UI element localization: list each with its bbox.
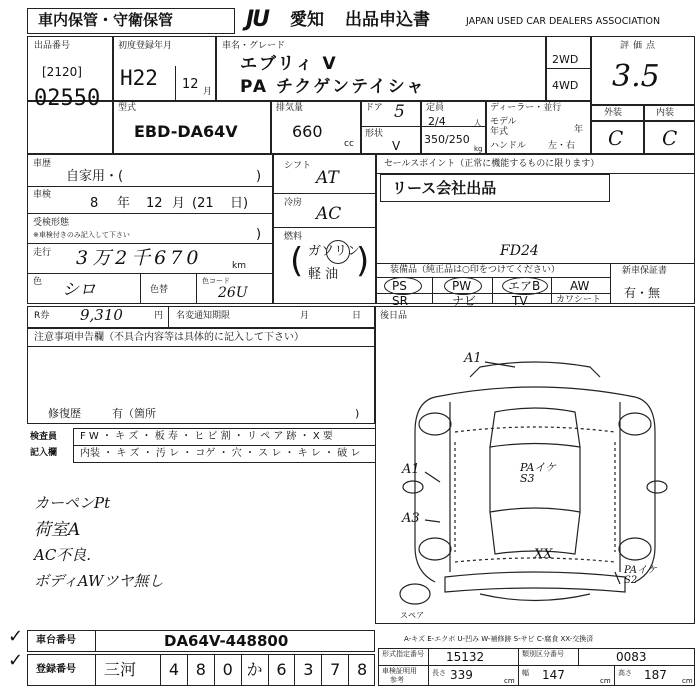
recycle-value: 9,310 [80, 306, 123, 324]
note-line-3: AC不良. [34, 546, 92, 564]
repair-label: 修復歴 [48, 407, 81, 420]
load-unit: kg [474, 145, 483, 153]
repair-value: 有（箇所 [112, 407, 156, 420]
rating-label: 評価点 [620, 41, 660, 51]
reg-digit: 7 [321, 654, 348, 686]
drive-4wd: 4WD [552, 79, 579, 92]
damage-mark-a1-top: A1 [464, 351, 482, 366]
damage-mark-panel-s2: PAイケ S2 [624, 565, 657, 586]
color-change-label: 色替 [150, 285, 169, 295]
damage-mark-xx: XX [534, 547, 553, 562]
registration-label: 登録番号 [36, 664, 76, 675]
inspection-month: 12 [146, 196, 163, 211]
spec-form-value: 15132 [446, 650, 485, 664]
handle-options: 左・右 [548, 141, 576, 151]
shape-value: V [392, 139, 401, 153]
equipment-navi: ナビ [452, 294, 477, 308]
spec-len-value: 339 [450, 668, 473, 682]
damage-mark-a1-side: A1 [402, 462, 420, 477]
chassis-label: 車台番号 [36, 635, 76, 646]
displacement-value: 660 [292, 122, 323, 141]
rating-ext-value: C [608, 126, 624, 150]
reg-digit: 8 [348, 654, 375, 686]
ju-logo: JU [246, 7, 269, 32]
new-warranty-value: 有・無 [624, 286, 661, 300]
history-label: 車歴 [33, 159, 52, 169]
shift-value: AT [316, 168, 339, 188]
load-value: 350/250 [424, 133, 470, 146]
dealer-label: ディーラー・並行 [490, 103, 562, 113]
chassis-check: ✓ [8, 626, 24, 647]
registration-check: ✓ [8, 650, 24, 671]
inspector-row-exterior: F W ・ キ ズ ・ 板 寿 ・ ヒ ビ 割 ・ リ ペ ア 跡 ・ X 要 [80, 431, 333, 442]
equipment-memo: FD24 [500, 243, 539, 259]
equipment-label: 装備品（純正品は○印をつけてください） [390, 265, 560, 275]
inspection-day-unit: 日) [230, 196, 249, 211]
warranty-note: ※車検付きのみ記入して下さい [33, 231, 130, 239]
color-code-label: 色コード [202, 277, 230, 285]
model-code-value: EBD-DA64V [134, 122, 238, 141]
model-name: エブリィ V [240, 54, 338, 74]
inspector-label: 検査員 [30, 432, 58, 442]
damage-mark-a3: A3 [402, 511, 420, 526]
inspection-year-unit: 年 [117, 196, 131, 211]
dealer-year-label: 年式 [490, 127, 509, 137]
color-code-value: 26U [218, 285, 248, 301]
fuel-diesel: 軽 油 [308, 267, 339, 282]
reg-digit: 3 [294, 654, 321, 686]
first-reg-year: H22 [120, 66, 158, 90]
capacity-unit: 人 [474, 119, 481, 127]
equipment-aw: AW [570, 279, 590, 293]
drive-2wd: 2WD [552, 53, 579, 66]
spec-hgt-unit: cm [682, 677, 693, 685]
registration-digits [160, 654, 375, 686]
reg-digit: か [241, 654, 268, 686]
selling-text: リース会社出品 [392, 179, 497, 197]
spec-class-value: 0083 [616, 650, 647, 664]
spare-label: スペア [400, 611, 424, 620]
equipment-pw: PW [452, 279, 472, 293]
recycle-unit: 円 [154, 311, 164, 321]
note-line-2: 荷室A [34, 520, 81, 540]
new-warranty-label: 新車保証書 [622, 266, 668, 276]
spec-len-label: 長さ [432, 669, 446, 677]
equipment-sr: SR [392, 294, 408, 308]
equipment-leather: カワシート [556, 295, 602, 305]
spec-form-label: 形式指定番号 [382, 650, 424, 658]
fuel-label: 燃料 [284, 232, 303, 242]
inspection-month-unit: 月 [172, 196, 186, 211]
model-code-label: 型式 [118, 103, 137, 113]
history-value: 自家用・( [66, 169, 124, 184]
shape-label: 形状 [365, 129, 384, 139]
association-name: JAPAN USED CAR DEALERS ASSOCIATION [466, 16, 661, 27]
spec-hgt-label: 高さ [618, 669, 632, 677]
form-title: 出品申込書 [345, 10, 430, 30]
note-line-4: ボディAWツヤ無し [34, 572, 164, 590]
damage-legend: A-キズ E-エクボ U-凹み W-補修跡 S-サビ C-腐食 XX-交換済 [404, 635, 594, 643]
model-grade-label: 車名・グレード [222, 41, 286, 51]
inspection-label: 車検 [33, 190, 52, 200]
fuel-circle-mark [326, 240, 350, 264]
first-reg-month: 12 [182, 77, 199, 92]
displacement-unit: cc [344, 139, 354, 149]
inspector-row-interior: 内装 ・ キ ズ ・ 汚 レ ・ コゲ ・ 穴 ・ ス レ ・ キ レ ・ 破 レ [80, 448, 361, 459]
rating-value: 3.5 [612, 59, 660, 94]
color-value: シロ [62, 280, 96, 300]
repair-close: ) [355, 407, 360, 420]
ps-circle-mark [384, 277, 422, 295]
spec-cert-label: 車検証明用 [382, 667, 417, 675]
lot-sub: [2120] [42, 65, 82, 79]
fuel-gasoline: ガソリン [308, 244, 361, 259]
warranty-close: ) [256, 227, 262, 242]
handle-label: ハンドル [490, 141, 527, 151]
mileage-value: 3万2千670 [76, 247, 203, 269]
dealer-year-unit: 年 [574, 125, 584, 135]
fuel-bracket-left: ( [290, 241, 304, 281]
rating-int-label: 内装 [656, 108, 675, 118]
spec-class-label: 類別区分番号 [522, 650, 564, 658]
equipment-tv: TV [512, 294, 528, 308]
doors-label: ドア [365, 103, 383, 113]
recycle-label: R券 [34, 311, 50, 321]
lot-label: 出品番号 [34, 41, 71, 51]
selling-label: セールスポイント（正常に機能するものに限ります） [384, 159, 600, 169]
pw-circle-mark [444, 277, 482, 295]
mileage-label: 走行 [33, 248, 52, 258]
spec-len-unit: cm [504, 677, 515, 685]
model-grade: PA チクゲンテイシャ [240, 77, 426, 97]
first-reg-month-unit: 月 [203, 87, 213, 97]
storage-title: 車内保管・守衛保管 [38, 11, 174, 29]
fuel-bracket-right: ) [356, 241, 370, 281]
registration-area: 三河 [104, 660, 137, 679]
spec-wid-label: 幅 [522, 669, 529, 677]
first-reg-label: 初度登録年月 [118, 41, 173, 51]
notice-label: 名変通知期限 [176, 311, 231, 321]
spec-ref-label: 参考 [390, 676, 404, 684]
org-name: 愛知 [290, 10, 324, 30]
note-line-1: カーペンPt [34, 494, 111, 512]
airbag-circle-mark [502, 277, 548, 295]
history-close: ) [256, 169, 262, 184]
reg-digit: 6 [268, 654, 295, 686]
inspection-year: 8 [90, 196, 99, 211]
spec-wid-unit: cm [600, 677, 611, 685]
rating-int-value: C [662, 126, 678, 150]
notice-month: 月 [300, 311, 310, 321]
damage-mark-panel-s3: PAイケ S3 [520, 461, 557, 485]
capacity-value: 2/4 [428, 115, 446, 128]
color-label: 色 [33, 277, 43, 287]
inspection-day: (21 [192, 196, 214, 211]
displacement-label: 排気量 [276, 103, 304, 113]
notes-label: 注意事項申告欄（不具合内容等は具体的に記入して下さい） [34, 332, 304, 343]
ac-value: AC [316, 204, 342, 224]
reg-digit: 0 [214, 654, 241, 686]
rear-view-label: 後日品 [380, 311, 408, 321]
equipment-ps: PS [392, 279, 407, 293]
warranty-label: 受検形態 [33, 218, 70, 228]
lot-number: 02550 [34, 86, 101, 111]
shift-label: シフト [284, 161, 312, 171]
dealer-model-label: モデル [490, 117, 517, 127]
reg-digit: 8 [187, 654, 214, 686]
capacity-label: 定員 [426, 103, 445, 113]
inspector-label-2: 記入欄 [30, 448, 58, 458]
rating-ext-label: 外装 [604, 108, 623, 118]
reg-digit: 4 [160, 654, 187, 686]
ac-label: 冷房 [284, 198, 303, 208]
equipment-airbag: エアB [508, 279, 541, 293]
mileage-unit: km [232, 261, 246, 271]
doors-value: 5 [394, 102, 405, 122]
spec-wid-value: 147 [542, 668, 565, 682]
notice-day: 日 [352, 311, 362, 321]
spec-hgt-value: 187 [644, 668, 667, 682]
chassis-value: DA64V-448800 [164, 632, 289, 650]
